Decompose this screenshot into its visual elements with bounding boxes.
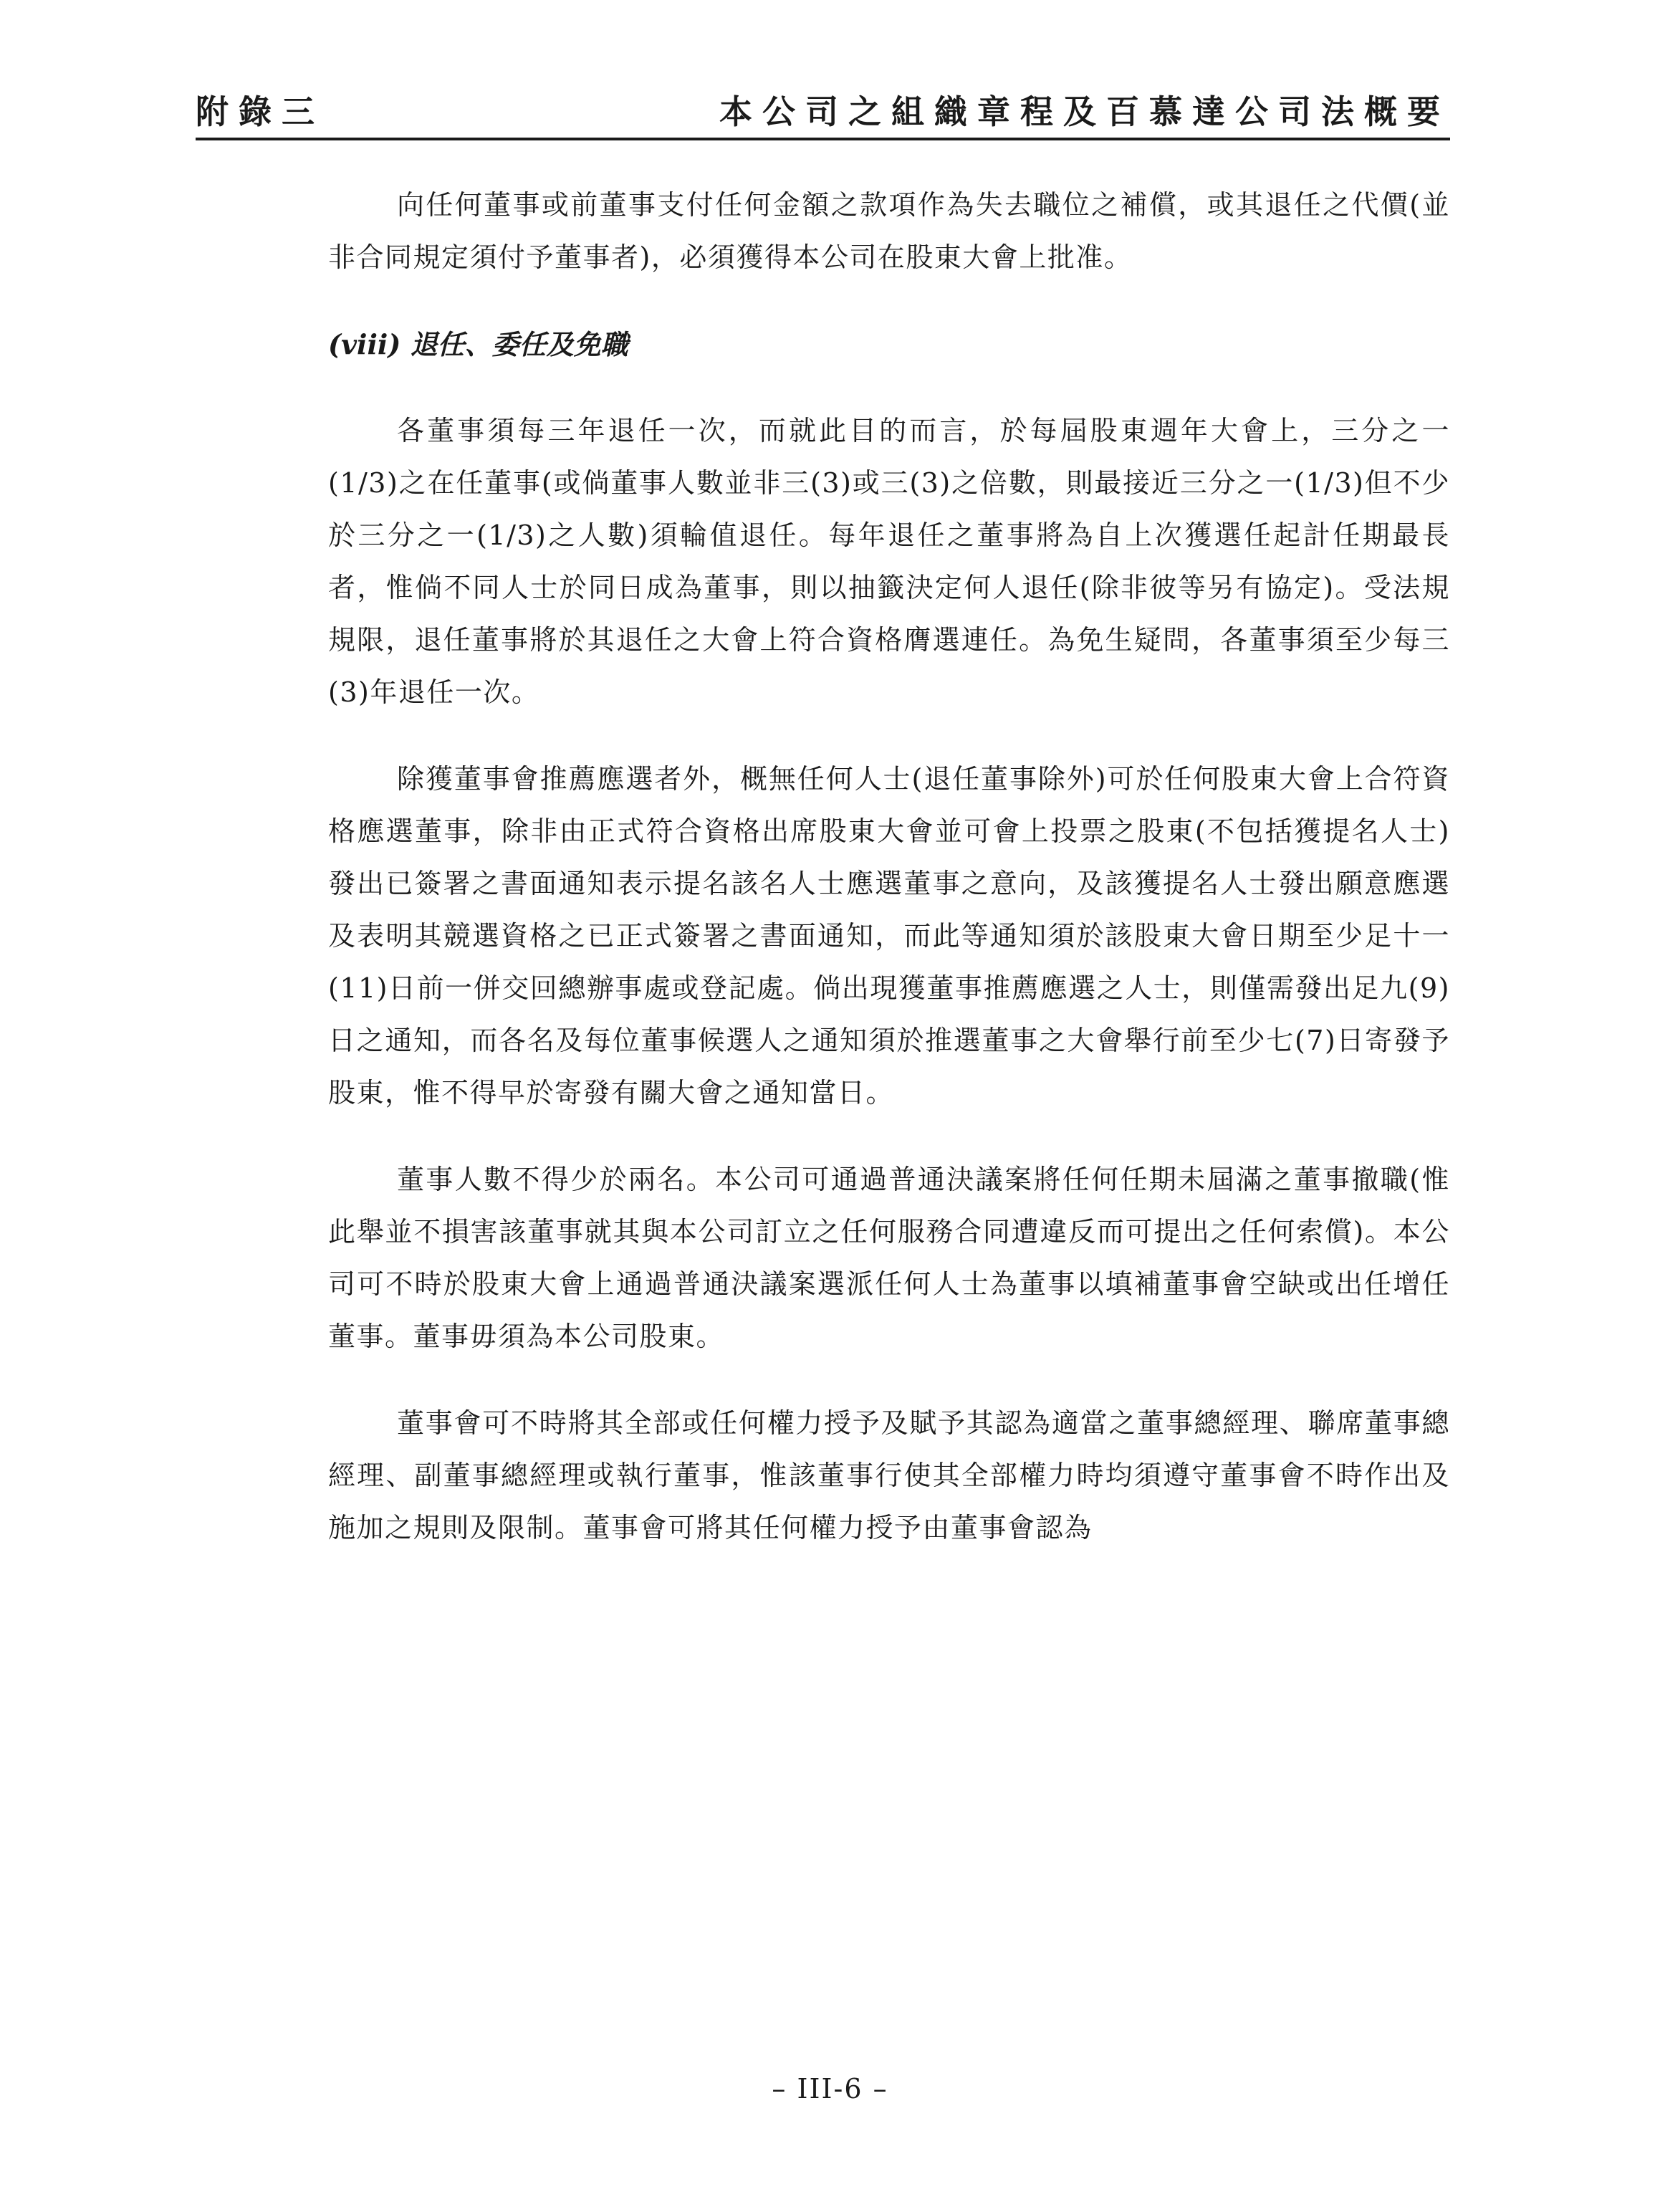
section-heading: (viii) 退任、委任及免職 [328, 328, 628, 360]
paragraph-gap [328, 1119, 1450, 1154]
document-title: 本公司之組織章程及百慕達公司法概要 [719, 92, 1450, 131]
paragraph-gap [328, 1363, 1450, 1397]
paragraph-retirement-rotation: 各董事須每三年退任一次，而就此目的而言，於每屆股東週年大會上，三分之一(1/3)之在任董事(或倘董事人數並非三(3)或三(3)之倍數，則最接近三分之一(1/3)但不少於三分之一(1/3)之人數)須輪值退任。每年退任之董事將為自上次獲選任起計任期最長者，惟倘不同人士於同日成為董事，則以抽籤決定何人退任(除非彼等另有協定)。受法規規限，退任董事將於其退任之大會上符合資格膺選連任。為免生疑問，各董事須至少每三(3)年退任一次。 [328, 415, 1450, 708]
paragraph-gap [328, 370, 1450, 405]
header-divider [196, 138, 1450, 140]
paragraph-gap [328, 284, 1450, 318]
page-number: – III-6 – [772, 2073, 888, 2105]
paragraph-gap [328, 719, 1450, 753]
paragraph-nomination: 除獲董事會推薦應選者外，概無任何人士(退任董事除外)可於任何股東大會上合符資格應選董事，除非由正式符合資格出席股東大會並可會上投票之股東(不包括獲提名人士)發出已簽署之書面通知表示提名該名人士應選董事之意向，及該獲提名人士發出願意應選及表明其競選資格之已正式簽署之書面通知，而此等通知須於該股東大會日期至少足十一(11)日前一併交回總辦事處或登記處。倘出現獲董事推薦應選之人士，則僅需發出足九(9)日之通知，而各名及每位董事候選人之通知須於推選董事之大會舉行前至少七(7)日寄發予股東，惟不得早於寄發有關大會之通知當日。 [328, 763, 1450, 1109]
document-body [328, 179, 1450, 1554]
paragraph-compensation: 向任何董事或前董事支付任何金額之款項作為失去職位之補償，或其退任之代價(並非合同規定須付予董事者)，必須獲得本公司在股東大會上批准。 [328, 189, 1450, 273]
paragraph-delegation: 董事會可不時將其全部或任何權力授予及賦予其認為適當之董事總經理、聯席董事總經理、副董事總經理或執行董事，惟該董事行使其全部權力時均須遵守董事會不時作出及施加之規則及限制。董事會可將其任何權力授予由董事會認為 [328, 1407, 1450, 1543]
appendix-label: 附錄三 [196, 92, 325, 131]
paragraph-removal: 董事人數不得少於兩名。本公司可通過普通決議案將任何任期未屆滿之董事撤職(惟此舉並不損害該董事就其與本公司訂立之任何服務合同遭違反而可提出之任何索償)。本公司可不時於股東大會上通過普通決議案選派任何人士為董事以填補董事會空缺或出任增任董事。董事毋須為本公司股東。 [328, 1164, 1450, 1352]
page-header [196, 86, 1450, 136]
